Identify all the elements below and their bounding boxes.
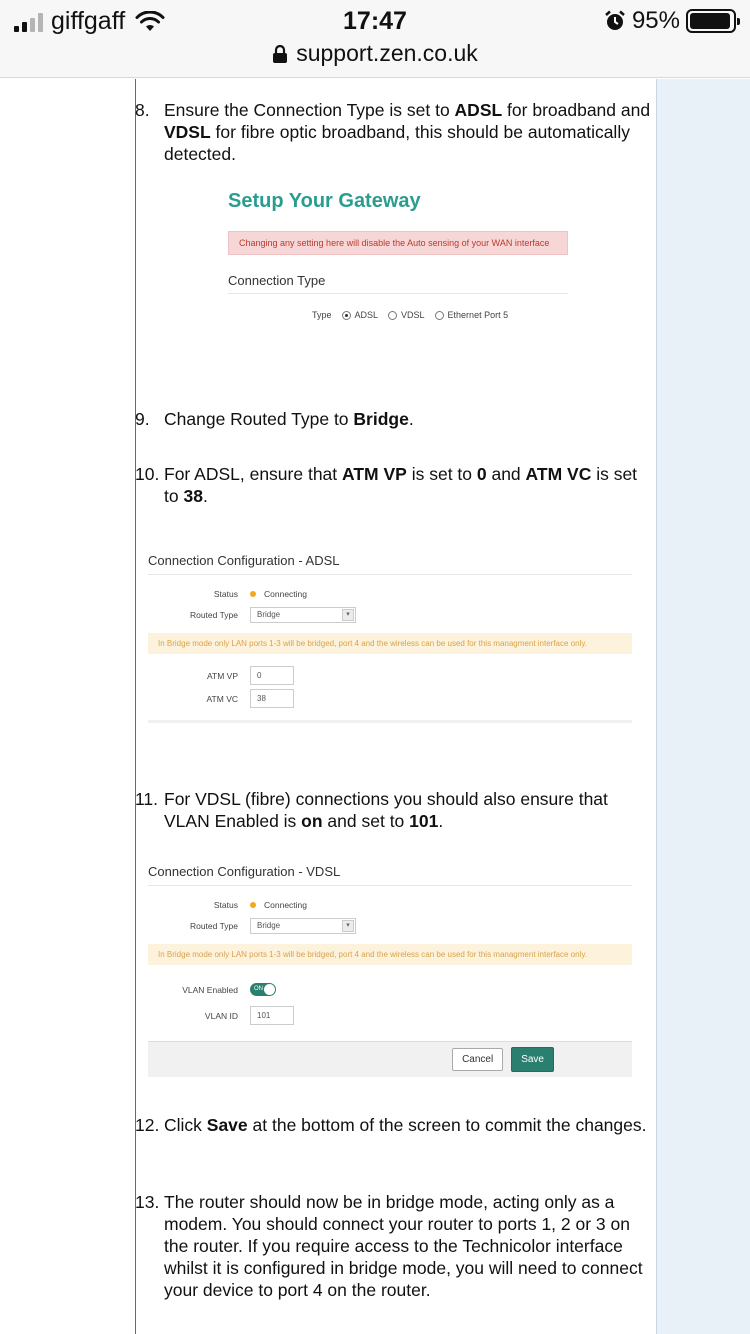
- address-bar[interactable]: [0, 40, 750, 67]
- chevron-down-icon: ▾: [342, 920, 354, 932]
- routed-type-select[interactable]: Bridge ▾: [250, 918, 356, 934]
- lock-icon: [272, 44, 288, 64]
- battery-percent: 95%: [631, 7, 680, 34]
- save-button[interactable]: Save: [511, 1047, 554, 1072]
- status-dot: [250, 591, 256, 597]
- step-13: 13. The router should now be in bridge mode, acting only as a modem. You should connect your router to ports 1, 2 or 3 on the router. If you require access to the Technicolor interface whilst it is configured in bridge mode, you will need to connect your device to port 4 on the router.: [135, 1192, 643, 1300]
- status-dot: [250, 902, 256, 908]
- divider: [148, 720, 632, 723]
- bridge-warning: In Bridge mode only LAN ports 1-3 will be bridged, port 4 and the wireless can be used for this managment interface only.: [148, 944, 632, 965]
- vlan-enabled-toggle[interactable]: ON: [250, 983, 276, 996]
- left-border: [135, 79, 136, 1334]
- adsl-config-image: Connection Configuration - ADSL Status Connecting Routed Type Bridge ▾ In Bridge mode only LAN ports 1-3 will be bridged, port 4 and the wireless can be used for this managment interface only. ATM VP 0 ATM VC 38: [148, 553, 632, 723]
- atm-vc-input[interactable]: 38: [250, 689, 294, 708]
- step-9: 9. Change Routed Type to Bridge.: [135, 409, 414, 429]
- adsl-config-title: Connection Configuration - ADSL: [148, 553, 632, 575]
- status-value: Connecting: [264, 900, 308, 910]
- right-sidebar: [656, 79, 750, 1334]
- connection-type-heading: Connection Type: [228, 273, 568, 294]
- cancel-button[interactable]: Cancel: [452, 1048, 503, 1071]
- gateway-alert: Changing any setting here will disable the Auto sensing of your WAN interface: [228, 231, 568, 255]
- alarm-icon: [604, 10, 626, 32]
- status-value: Connecting: [264, 589, 308, 599]
- radio-ethernet-port-5[interactable]: [435, 311, 444, 320]
- vlan-id-input[interactable]: 101: [250, 1006, 294, 1025]
- radio-vdsl[interactable]: [388, 311, 397, 320]
- gateway-title: Setup Your Gateway: [228, 190, 421, 212]
- step-8: 8. Ensure the Connection Type is set to ADSL for broadband and VDSL for fibre optic broadband, this should be automatically detected.: [135, 100, 651, 164]
- atm-vp-input[interactable]: 0: [250, 666, 294, 685]
- vdsl-config-image: Connection Configuration - VDSL Status Connecting Routed Type Bridge ▾ In Bridge mode only LAN ports 1-3 will be bridged, port 4 and the wireless can be used for this managment interface only. VLAN Enabled ON VLAN ID 101 Cancel Save: [148, 864, 632, 1077]
- status-bar: [0, 0, 750, 78]
- form-footer: [148, 1041, 632, 1077]
- bridge-warning: In Bridge mode only LAN ports 1-3 will be bridged, port 4 and the wireless can be used for this managment interface only.: [148, 633, 632, 654]
- clock: 17:47: [343, 7, 407, 35]
- step-10: 10. For ADSL, ensure that ATM VP is set to 0 and ATM VC is set to 38.: [135, 464, 638, 506]
- url-text: support.zen.co.uk: [296, 40, 478, 66]
- vdsl-config-title: Connection Configuration - VDSL: [148, 864, 632, 886]
- carrier-name: giffgaff: [51, 7, 126, 35]
- routed-type-select[interactable]: Bridge ▾: [250, 607, 356, 623]
- step-12: 12. Click Save at the bottom of the screen to commit the changes.: [135, 1115, 647, 1135]
- radio-adsl[interactable]: [342, 311, 351, 320]
- gateway-setup-image: [228, 190, 568, 320]
- chevron-down-icon: ▾: [342, 609, 354, 621]
- battery-status: [604, 7, 736, 35]
- battery-icon: [686, 9, 736, 33]
- connection-type-row: Type ADSL VDSL Ethernet Port 5: [312, 310, 509, 320]
- step-11: 11. For VDSL (fibre) connections you should also ensure that VLAN Enabled is on and set to 101.: [135, 789, 608, 831]
